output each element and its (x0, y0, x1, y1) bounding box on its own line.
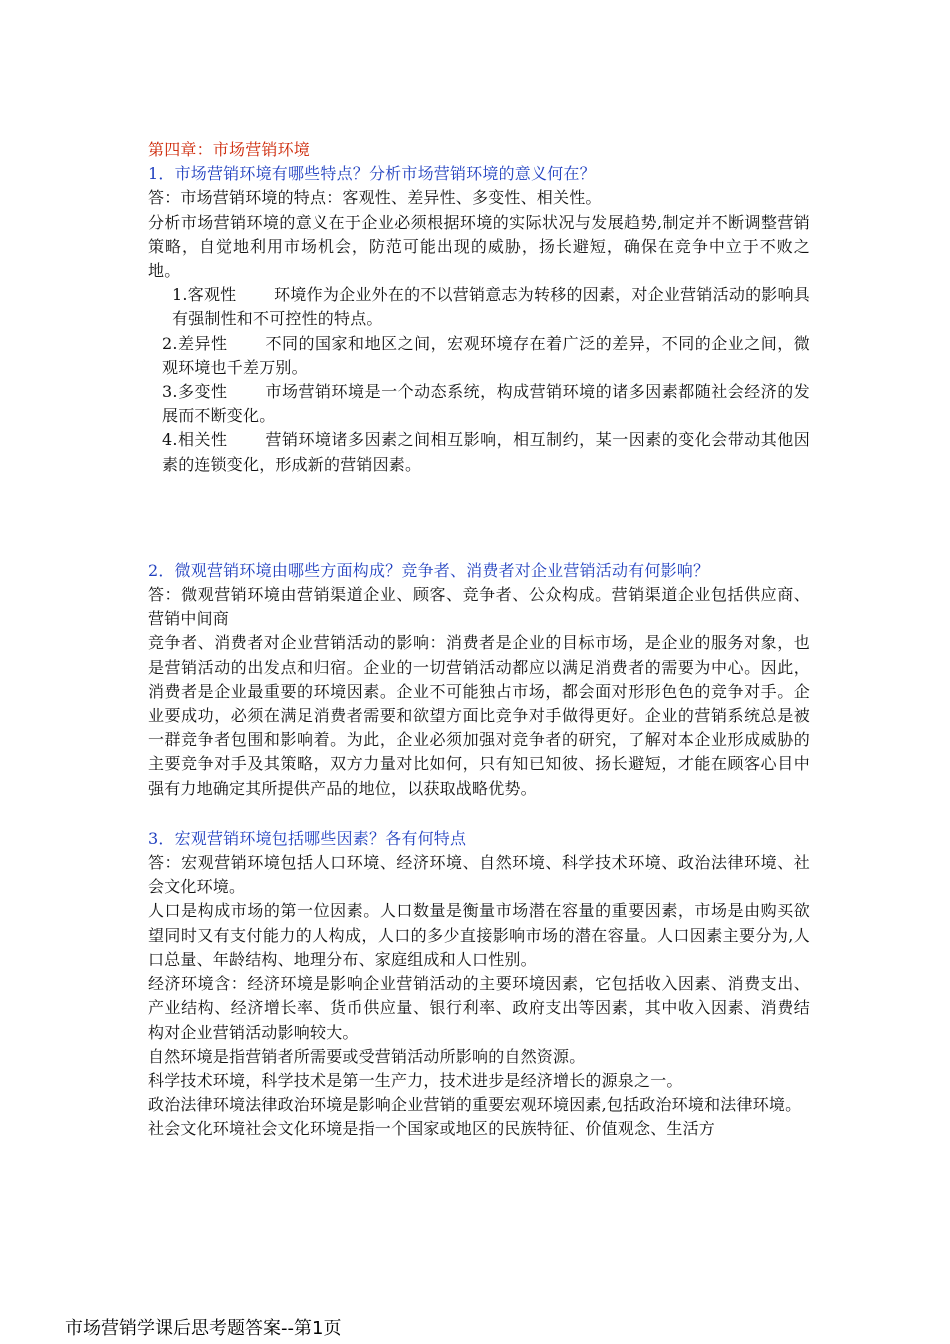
answer-3: 答：宏观营销环境包括人口环境、经济环境、自然环境、科学技术环境、政治法律环境、社会文化环境。 (148, 853, 810, 897)
answer-3-social-culture: 社会文化环境社会文化环境是指一个国家或地区的民族特征、价值观念、生活方 (148, 1119, 716, 1139)
feature-label: 2.差异性 (162, 333, 228, 353)
feature-text: 环境作为企业外在的不以营销意志为转移的因素，对企业营销活动的影响具有强制性和不可控性的特点。 (172, 285, 810, 329)
answer-3-economy: 经济环境含：经济环境是影响企业营销活动的主要环境因素，它包括收入因素、消费支出、产业结构、经济增长率、货币供应量、银行利率、政府支出等因素，其中收入因素、消费结构对企业营销活动影响较大。 (148, 974, 810, 1042)
page-footer: 市场营销学课后思考题答案--第1页 (65, 1318, 342, 1339)
question-2: 2．微观营销环境由哪些方面构成？竞争者、消费者对企业营销活动有何影响？ (148, 560, 710, 580)
feature-item-correlation (148, 428, 810, 476)
answer-3-technology: 科学技术环境，科学技术是第一生产力，技术进步是经济增长的源泉之一。 (148, 1070, 683, 1090)
feature-text: 营销环境诸多因素之间相互影响，相互制约，某一因素的变化会带动其他因素的连锁变化，形成新的营销因素。 (162, 430, 810, 474)
section-spacer (148, 477, 810, 559)
feature-item-objective (148, 283, 810, 331)
answer-3-population: 人口是构成市场的第一位因素。人口数量是衡量市场潜在容量的重要因素，市场是由购买欲望同时又有支付能力的人构成，人口的多少直接影响市场的潜在容量。人口因素主要分为,人口总量、年龄结构、地理分布、家庭组成和人口性别。 (148, 901, 810, 969)
feature-label: 3.多变性 (162, 382, 228, 402)
feature-item-difference (148, 332, 810, 380)
answer-1-significance: 分析市场营销环境的意义在于企业必须根据环境的实际状况与发展趋势,制定并不断调整营销策略，自觉地利用市场机会，防范可能出现的威胁，扬长避短，确保在竞争中立于不败之地。 (148, 212, 810, 281)
chapter-title: 第四章：市场营销环境 (148, 140, 311, 159)
answer-2-impact: 竞争者、消费者对企业营销活动的影响：消费者是企业的目标市场，是企业的服务对象，也是营销活动的出发点和归宿。企业的一切营销活动都应以满足消费者的需要为中心。因此，消费者是企业最重要的环境因素。企业不可能独占市场，都会面对形形色色的竞争对手。企业要成功，必须在满足消费者需要和欲望方面比竞争对手做得更好。企业的营销系统总是被一群竞争者包围和影响着。为此，企业必须加强对竞争者的研究，了解对本企业形成威胁的主要竞争对手及其策略，双方力量对比如何，只有知已知彼、扬长避短，才能在顾客心目中强有力地确定其所提供产品的地位，以获取战略优势。 (148, 633, 810, 798)
answer-1: 答：市场营销环境的特点：客观性、差异性、多变性、相关性。 (148, 188, 602, 208)
feature-label: 1.客观性 (172, 285, 237, 305)
feature-item-variability (148, 380, 810, 428)
feature-label: 4.相关性 (162, 430, 228, 450)
section-spacer (148, 801, 810, 827)
answer-3-nature: 自然环境是指营销者所需要或受营销活动所影响的自然资源。 (148, 1046, 586, 1066)
answer-3-politics-law: 政治法律环境法律政治环境是影响企业营销的重要宏观环境因素,包括政治环境和法律环境。 (148, 1095, 802, 1115)
feature-text: 不同的国家和地区之间，宏观环境存在着广泛的差异，不同的企业之间，微观环境也千差万别。 (162, 333, 810, 377)
question-3: 3．宏观营销环境包括哪些因素？各有何特点 (148, 828, 467, 848)
question-1: 1．市场营销环境有哪些特点？分析市场营销环境的意义何在？ (148, 164, 596, 184)
answer-2: 答：微观营销环境由营销渠道企业、顾客、竞争者、公众构成。营销渠道企业包括供应商、营销中间商 (148, 585, 810, 629)
document-body (148, 138, 810, 1142)
feature-text: 市场营销环境是一个动态系统，构成营销环境的诸多因素都随社会经济的发展而不断变化。 (162, 382, 810, 426)
